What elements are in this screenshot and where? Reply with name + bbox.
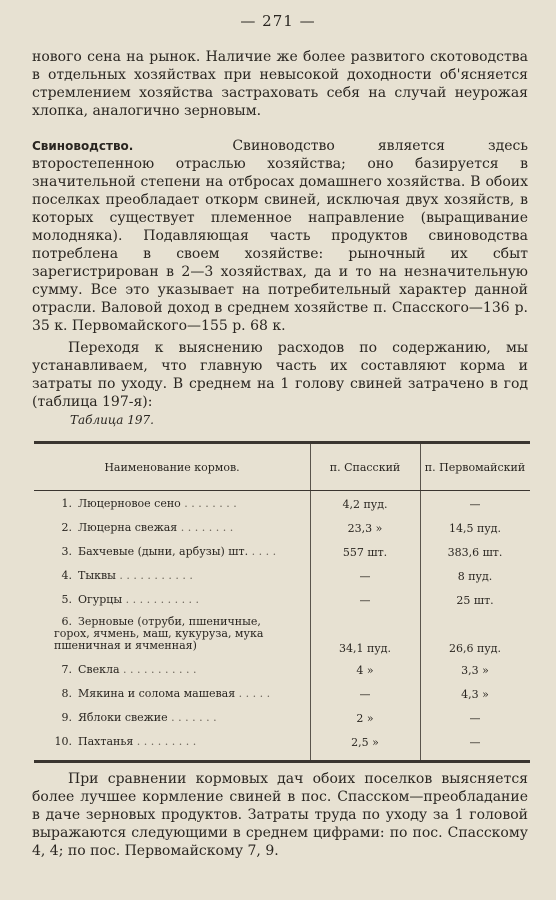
feed-name-cell	[54, 616, 284, 652]
row-number: 3.	[61, 545, 72, 558]
feed-name-cell: 4. Тыквы . . . . . . . . . . .	[54, 570, 314, 582]
feed-name: Мякина и солома машевая	[78, 687, 236, 700]
feed-name: Люцерна свежая	[78, 521, 178, 534]
pervomaysky-value: 383,6 шт.	[447, 546, 503, 559]
pervomaysky-value: —	[469, 712, 481, 725]
paragraph-pig-breeding-text: Свиноводство является здесь второстепенною отраслью хозяйства; оно базируется в значительной степени на отбросах домашнего хозяйства. В обоих поселках преобладает откорм свиней, исключая двух хозяйств, в которых существует племенное направление (выращивание молодняка). Подавляющая часть продуктов свиноводства потреблена в своем хозяйстве: рыночный их сбыт зарегистрирован в 2—3 хозяйствах, да и то на незначительную сумму. Все это указывает на потребительный характер данной отрасли. Валовой доход в среднем хозяйстве п. Спасского—136 р. 35 к. Первомайского—155 р. 68 к.	[32, 138, 528, 334]
spassky-value: 34,1 пуд.	[338, 642, 392, 655]
spassky-value: 557 шт.	[342, 546, 388, 559]
row-number: 10.	[54, 735, 72, 748]
spassky-value: 4,2 пуд.	[342, 498, 388, 511]
feed-name: Зерновые (отруби, пшеничные, горох, ячмень, маш, кукуруза, мука пшеничная и ячменная)	[54, 615, 264, 652]
paragraph-expenses: Переходя к выяснению расходов по содержанию, мы устанавливаем, что главную часть их составляют корма и затраты по уходу. В среднем на 1 голову свиней затрачено в год (таблица 197-я):	[32, 340, 528, 410]
pervomaysky-value: 25 шт.	[456, 594, 494, 607]
spassky-value: 2,5 »	[351, 736, 379, 749]
feed-name: Свекла	[78, 663, 120, 676]
row-number: 9.	[61, 711, 72, 724]
feed-name: Пахтанья	[78, 735, 134, 748]
pervomaysky-value: 8 пуд.	[457, 570, 493, 583]
feed-name-cell: 3. Бахчевые (дыни, арбузы) шт. . . . .	[54, 546, 314, 558]
row-number: 7.	[61, 663, 72, 676]
feed-name: Огурцы	[78, 593, 123, 606]
feed-name: Яблоки свежие	[78, 711, 168, 724]
pervomaysky-value: 26,6 пуд.	[448, 642, 502, 655]
pervomaysky-value: 3,3 »	[461, 664, 489, 677]
feed-name: Тыквы	[78, 569, 116, 582]
feed-name-cell: 2. Люцерна свежая . . . . . . . .	[54, 522, 314, 534]
feed-name-cell: 9. Яблоки свежие . . . . . . .	[54, 712, 314, 724]
spassky-value: —	[359, 570, 371, 583]
feed-name: Бахчевые (дыни, арбузы) шт.	[78, 545, 249, 558]
page-number: — 271 —	[240, 12, 316, 30]
paragraph-comparison: При сравнении кормовых дач обоих поселков выясняется более лучшее кормление свиней в пос. Спасском—преобладание в даче зерновых продуктов. Затраты труда по уходу за 1 головой выражаются следующими в среднем цифрами: по пос. Спасскому 4, 4; по пос. Первомайскому 7, 9.	[32, 771, 528, 859]
pervomaysky-value: 4,3 »	[461, 688, 489, 701]
feed-name-cell: 1. Люцерновое сено . . . . . . . .	[54, 498, 314, 510]
row-number: 8.	[61, 687, 72, 700]
section-heading-pig-breeding: Свиноводство.	[32, 139, 134, 153]
table-header-rule	[34, 490, 530, 491]
feed-name-cell: 10. Пахтанья . . . . . . . . .	[54, 735, 197, 748]
feed-name: Люцерновое сено	[78, 497, 181, 510]
paragraph-cattle-conclusion: нового сена на рынок. Наличие же более развитого скотоводства в отдельных хозяйствах при невысокой доходности об'ясняется стремлением хозяйства застраховать себя на случай неурожая хлопка, аналогично зерновым.	[32, 49, 528, 119]
pervomaysky-value: —	[469, 498, 481, 511]
spassky-value: —	[359, 688, 371, 701]
table-caption: Таблица 197.	[70, 413, 154, 427]
paragraph-pig-breeding	[32, 137, 528, 335]
spassky-value: 2 »	[356, 712, 374, 725]
feed-table	[34, 441, 530, 763]
table-header-spassky: п. Спасский	[329, 460, 401, 474]
row-number: 1.	[61, 497, 72, 510]
feed-name-cell: 7. Свекла . . . . . . . . . . .	[54, 664, 314, 676]
row-number: 2.	[61, 521, 72, 534]
row-number: 6.	[61, 615, 72, 628]
spassky-value: 23,3 »	[347, 522, 383, 535]
pervomaysky-value: 14,5 пуд.	[448, 522, 502, 535]
row-number: 5.	[61, 593, 72, 606]
table-header-pervomaysky: п. Первомайский	[424, 460, 526, 474]
spassky-value: 4 »	[356, 664, 374, 677]
spassky-value: —	[359, 594, 371, 607]
feed-name-cell: 8. Мякина и солома машевая . . . . .	[54, 688, 314, 700]
row-number: 4.	[61, 569, 72, 582]
feed-name-cell: 5. Огурцы . . . . . . . . . . .	[54, 594, 314, 606]
table-header-feed-name: Наименование кормов.	[104, 460, 240, 474]
pervomaysky-value: —	[469, 736, 481, 749]
